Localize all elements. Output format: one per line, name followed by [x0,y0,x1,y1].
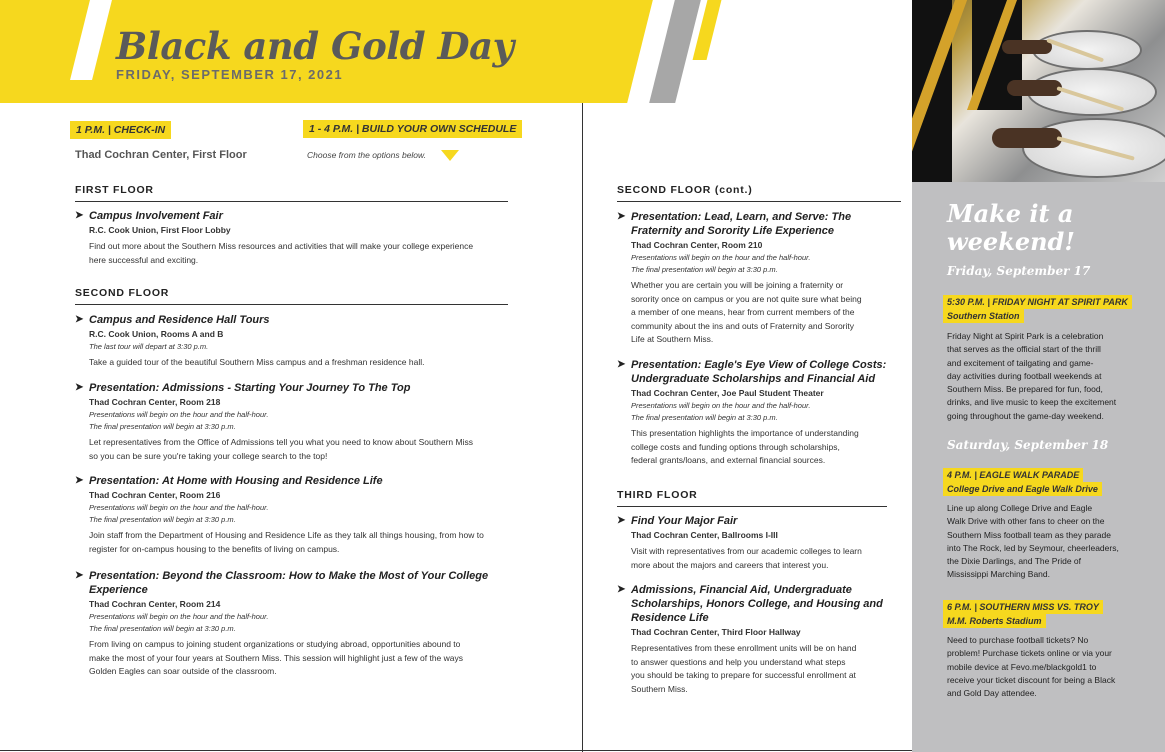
bottom-rule [0,750,912,751]
second-floor-heading: SECOND FLOOR [75,287,508,305]
item-location: Thad Cochran Center, Room 214 [89,599,221,609]
down-arrow-icon [441,150,459,161]
item-location: R.C. Cook Union, First Floor Lobby [89,225,231,235]
item-description: Let representatives from the Office of Admissions tell you what you need to know about Southern Miss so you can be sure you're taking your college search to the top! [89,437,473,461]
item-title: ➤ Presentation: Lead, Learn, and Serve: The Fraternity and Sorority Life Experience [617,210,907,238]
column-divider [582,103,583,752]
item-title: ➤ Presentation: Eagle's Eye View of College Costs: Undergraduate Scholarships and Financial Aid [617,358,907,386]
item-location: Thad Cochran Center, Third Floor Hallway [631,627,801,637]
item-description: Find out more about the Southern Miss resources and activities that will make your college experience here successful and exciting. [89,241,474,265]
event-tag: 6 P.M. | SOUTHERN MISS VS. TROY [943,600,1103,614]
list-item [617,583,907,696]
second-floor-cont-heading: SECOND FLOOR (cont.) [617,184,901,202]
list-item [75,381,515,463]
item-note: Presentations will begin on the hour and the half-hour. [89,503,269,512]
item-title: ➤ Find Your Major Fair [617,514,907,528]
sidebar-saturday: Saturday, September 18 [947,438,1109,452]
item-location: Thad Cochran Center, Room 216 [89,490,221,500]
event-place: College Drive and Eagle Walk Drive [943,482,1102,496]
item-location: Thad Cochran Center, Joe Paul Student Theater [631,388,824,398]
item-location: Thad Cochran Center, Room 210 [631,240,763,250]
item-description: Visit with representatives from our academic colleges to learn more about the majors and careers that interest you. [631,546,862,570]
page-title: Black and Gold Day [116,24,514,68]
event-place: Southern Station [943,309,1024,323]
list-item [75,474,515,556]
item-title: ➤ Presentation: Beyond the Classroom: How to Make the Most of Your College Experience [75,569,515,597]
event-tag: 4 P.M. | EAGLE WALK PARADE [943,468,1083,482]
item-description: Take a guided tour of the beautiful Southern Miss campus and a freshman residence hall. [89,357,425,367]
build-schedule-note: Choose from the options below. [307,150,427,160]
item-title: ➤ Presentation: At Home with Housing and Residence Life [75,474,515,488]
item-description: Whether you are certain you will be joining a fraternity or sorority once on campus or you are not quite sure what being a member of one means, hear from current members of the community about the ins and outs of Fraternity and Sorority Life at Southern Miss. [631,280,862,344]
item-note: Presentations will begin on the hour and the half-hour. [89,410,269,419]
list-item [617,514,907,572]
page-date: FRIDAY, SEPTEMBER 17, 2021 [116,67,344,82]
item-location: R.C. Cook Union, Rooms A and B [89,329,224,339]
item-note: Presentations will begin on the hour and the half-hour. [89,612,269,621]
item-description: This presentation highlights the importance of understanding college costs and funding options through scholarships, federal grants/loans, and external financial sources. [631,428,859,465]
item-title: ➤ Admissions, Financial Aid, Undergraduate Scholarships, Honors College, and Housing and Residence Life [617,583,907,625]
list-item [617,358,907,468]
list-item [617,210,907,347]
item-note: The final presentation will begin at 3:30 p.m. [89,422,236,431]
checkin-tag: 1 P.M. | CHECK-IN [70,121,171,139]
marching-band-photo [912,0,1165,182]
item-description: From living on campus to joining student organizations or studying abroad, opportunities abound to make the most of your four years at Southern Miss. This session will highlight just a few of the ways Golden Eagles can soar outside of the classroom. [89,639,464,676]
event-description: Need to purchase football tickets? No problem! Purchase tickets online or via your mobile device at Fevo.me/blackgold1 to receive your ticket discount for being a Black and Gold Day attendee. [947,635,1116,699]
list-item [75,569,515,679]
list-item [75,313,515,370]
item-note: The final presentation will begin at 3:30 p.m. [631,265,778,274]
first-floor-heading: FIRST FLOOR [75,184,508,202]
item-note: Presentations will begin on the hour and the half-hour. [631,253,811,262]
item-title: ➤ Campus and Residence Hall Tours [75,313,515,327]
item-location: Thad Cochran Center, Ballrooms I-III [631,530,778,540]
event-tag: 5:30 P.M. | FRIDAY NIGHT AT SPIRIT PARK [943,295,1132,309]
event-description: Friday Night at Spirit Park is a celebration that serves as the official start of the thrill and excitement of tailgating and game- day activities during football weekends at Southern Miss. Be prepared for fun, food, drinks, and live music to keep the excitement going throughout the game-day weekend. [947,331,1117,421]
item-note: The last tour will depart at 3:30 p.m. [89,342,209,351]
item-title: ➤ Presentation: Admissions - Starting Your Journey To The Top [75,381,515,395]
sidebar-heading: Make it a weekend! [947,199,1075,256]
item-note: The final presentation will begin at 3:30 p.m. [631,413,778,422]
sidebar-friday: Friday, September 17 [947,264,1091,278]
list-item [75,209,515,267]
checkin-location: Thad Cochran Center, First Floor [75,149,247,161]
header-stripe [649,0,701,103]
item-description: Join staff from the Department of Housing and Residence Life as they talk all things housing, from how to register for on-campus housing to the benefits of living on campus. [89,530,484,554]
item-note: Presentations will begin on the hour and the half-hour. [631,401,811,410]
item-note: The final presentation will begin at 3:30 p.m. [89,624,236,633]
build-schedule-tag: 1 - 4 P.M. | BUILD YOUR OWN SCHEDULE [303,120,522,138]
item-location: Thad Cochran Center, Room 218 [89,397,221,407]
item-note: The final presentation will begin at 3:30 p.m. [89,515,236,524]
event-place: M.M. Roberts Stadium [943,614,1046,628]
item-title: ➤ Campus Involvement Fair [75,209,515,223]
item-description: Representatives from these enrollment units will be on hand to answer questions and help you understand what steps you should be taking to prepare for successful enrollment at Southern Miss. [631,643,857,694]
third-floor-heading: THIRD FLOOR [617,489,887,507]
event-description: Line up along College Drive and Eagle Walk Drive with other fans to cheer on the Southern Miss football team as they parade into The Rock, led by Seymour, cheerleaders, the Dixie Darlings, and The Pride of Mississippi Marching Band. [947,503,1119,580]
